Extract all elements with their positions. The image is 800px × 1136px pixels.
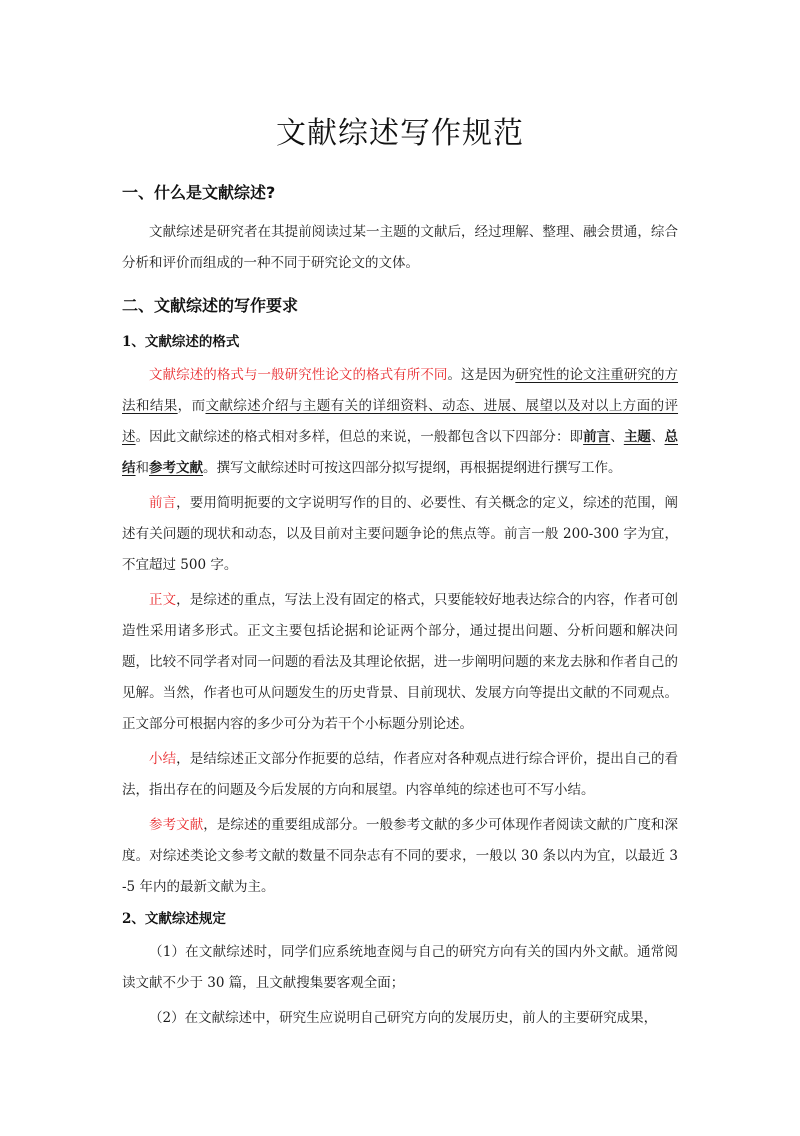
summary-text: ，是结综述正文部分作扼要的总结，作者应对各种观点进行综合评价，提出自己的看法，指出存在的问题及今后发展的方向和展望。内容单纯的综述也可不写小结。 <box>122 751 679 798</box>
bold-term-theme: 主题 <box>623 429 651 445</box>
rule-item: （1）在文献综述时，同学们应系统地查阅与自己的研究方向有关的国内外文献。通常阅读文献不少于 30 篇，且文献搜集要客观全面； <box>122 944 678 991</box>
text-run: 。因此文献综述的格式相对多样，但总的来说，一般都包含以下四部分：即 <box>135 429 584 445</box>
underlined-text: 文献综述介绍与主题有关的详细资料、动态、进展、展望以及对以上方面的评述 <box>122 398 679 445</box>
text-run: ，而 <box>177 398 206 414</box>
text-run: 。这是因为 <box>447 367 516 383</box>
bold-term-references: 参考文献 <box>149 460 203 476</box>
references-paragraph <box>122 810 678 903</box>
body-label: 正文 <box>149 592 177 608</box>
body-text: ，是综述的重点，写法上没有固定的格式，只要能较好地表达综合的内容，作者可创造性采用诸多形式。正文主要包括论据和论证两个部分，通过提出问题、分析问题和解决问题，比较不同学者对同一问题的看法及其理论依据，进一步阐明问题的来龙去脉和作者自己的见解。当然，作者也可从问题发生的历史背景、目前现状、发展方向等提出文献的不同观点。正文部分可根据内容的多少可分为若干个小标题分别论述。 <box>122 592 679 732</box>
subsection-heading-rules: 2、文献综述规定 <box>122 911 226 927</box>
rule-item: （2）在文献综述中，研究生应说明自己研究方向的发展历史，前人的主要研究成果， <box>149 1010 658 1026</box>
section-heading-what-is: 一、什么是文献综述? <box>122 183 276 202</box>
definition-paragraph: 文献综述是研究者在其提前阅读过某一主题的文献后，经过理解、整理、融会贯通，综合分析和评价而组成的一种不同于研究论文的文体。 <box>122 224 678 271</box>
preface-paragraph <box>122 488 678 581</box>
references-text: ，是综述的重要组成部分。一般参考文献的多少可体现作者阅读文献的广度和深度。对综述类论文参考文献的数量不同杂志有不同的要求，一般以 30 条以内为宜，以最近 3-5 年内的最新文献为主。 <box>122 817 679 895</box>
bold-term-preface: 前言 <box>583 429 611 445</box>
subsection-heading-format: 1、文献综述的格式 <box>122 334 240 350</box>
text-run: 。撰写文献综述时可按这四部分拟写提纲，再根据提纲进行撰写工作。 <box>203 460 622 476</box>
preface-label: 前言 <box>149 495 177 511</box>
text-run: 、 <box>650 429 665 445</box>
text-run: 、 <box>610 429 624 445</box>
document-title: 文献综述写作规范 <box>276 116 524 151</box>
body-paragraph <box>122 585 678 740</box>
text-run: 和 <box>135 460 149 476</box>
format-lead-text: 文献综述的格式与一般研究性论文的格式有所不同 <box>149 367 448 383</box>
format-paragraph <box>122 360 678 484</box>
bold-term-summary: 总结 <box>122 429 678 476</box>
summary-paragraph <box>122 744 678 806</box>
preface-text: ，要用简明扼要的文字说明写作的目的、必要性、有关概念的定义，综述的范围，阐述有关问题的现状和动态，以及目前对主要问题争论的焦点等。前言一般 200-300 字为宜，不宜超过 500 字。 <box>122 495 679 573</box>
section-heading-requirements: 二、文献综述的写作要求 <box>122 296 299 315</box>
summary-label: 小结 <box>149 751 177 767</box>
underlined-text: 研究性的论文注重研究的方法和结果 <box>122 367 679 414</box>
references-label: 参考文献 <box>149 817 204 833</box>
